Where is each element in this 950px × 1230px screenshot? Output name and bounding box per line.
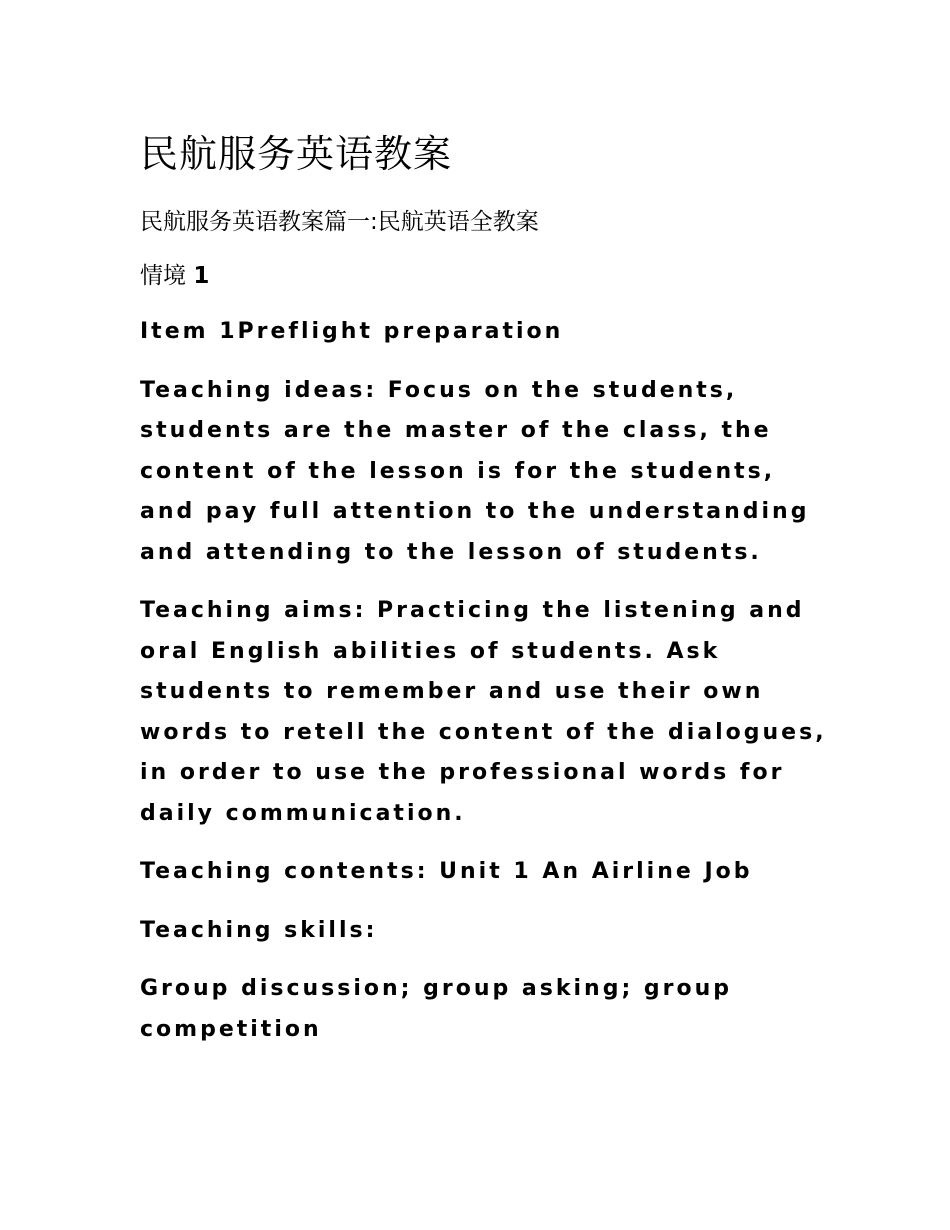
- text-line: content of the lesson is for the students,: [140, 458, 776, 484]
- teaching-skills-heading: Teaching skills:: [140, 917, 378, 943]
- text-line: Teaching aims: Practicing the listening and: [140, 598, 805, 623]
- text-line: students to remember and use their own: [140, 679, 764, 704]
- teaching-ideas-paragraph: [140, 371, 830, 574]
- item-heading: Item 1Preflight preparation: [140, 319, 564, 344]
- situation-number: 1: [193, 263, 210, 289]
- text-line: competition: [140, 1016, 322, 1042]
- text-line: and attending to the lesson of students.: [140, 539, 762, 565]
- situation-heading: [140, 260, 830, 292]
- document-subtitle: 民航服务英语教案篇一:民航英语全教案: [140, 209, 539, 235]
- text-line: words to retell the content of the dialogues,: [140, 719, 827, 745]
- teaching-aims-paragraph: [140, 591, 830, 834]
- document-page: [140, 128, 830, 1068]
- text-line: oral English abilities of students. Ask: [140, 638, 721, 664]
- teaching-contents-paragraph: Teaching contents: Unit 1 An Airline Job: [140, 859, 753, 884]
- text-line: in order to use the professional words for: [140, 760, 785, 785]
- text-line: students are the master of the class, the: [140, 418, 772, 443]
- text-line: Group discussion; group asking; group: [140, 976, 733, 1001]
- text-line: Teaching ideas: Focus on the students,: [140, 377, 738, 403]
- document-title: 民航服务英语教案: [140, 132, 453, 176]
- text-line: and pay full attention to the understanding: [140, 499, 810, 524]
- text-line: daily communication.: [140, 800, 466, 826]
- situation-label: 情境: [140, 263, 186, 289]
- teaching-skills-paragraph: [140, 969, 830, 1050]
